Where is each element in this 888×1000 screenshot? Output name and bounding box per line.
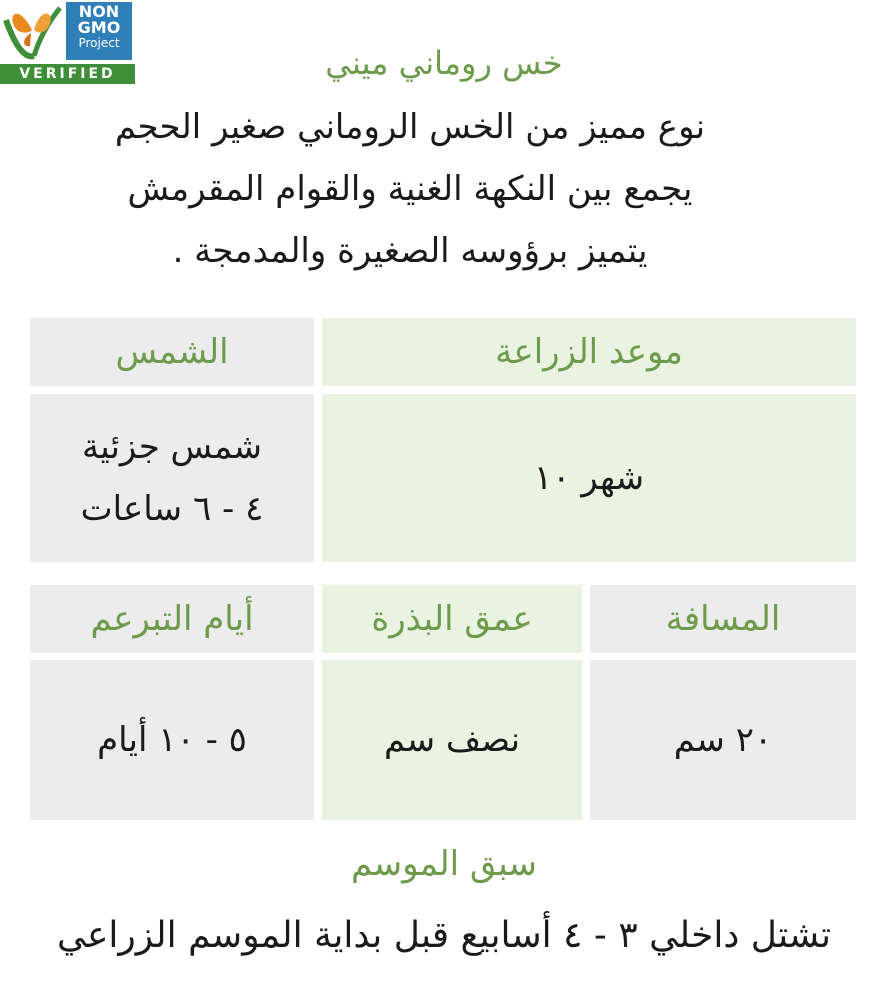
value-germination-days: ٥ - ١٠ أيام [30, 660, 314, 820]
value-planting-time: شهر ١٠ [322, 394, 856, 562]
value-seed-depth: نصف سم [322, 660, 582, 820]
value-sun [30, 394, 314, 562]
header-sun: الشمس [30, 318, 314, 386]
product-description [80, 96, 740, 282]
value-spacing: ٢٠ سم [590, 660, 856, 820]
description-line-2: يجمع بين النكهة الغنية والقوام المقرمش [127, 169, 693, 209]
sun-line-1: شمس جزئية [81, 427, 263, 467]
sun-line-2: ٤ - ٦ ساعات [80, 489, 264, 529]
season-title: سبق الموسم [350, 844, 538, 884]
header-germination-days: أيام التبرعم [30, 585, 314, 653]
badge-verified: VERIFIED [0, 64, 135, 84]
header-planting-time: موعد الزراعة [322, 318, 856, 386]
header-seed-depth: عمق البذرة [322, 585, 582, 653]
description-line-1: نوع مميز من الخس الروماني صغير الحجم [114, 107, 706, 147]
description-line-3: يتميز برؤوسه الصغيرة والمدمجة . [172, 231, 648, 271]
badge-non: NON [78, 2, 120, 21]
season-text: تشتل داخلي ٣ - ٤ أسابيع قبل بداية الموسم الزراعي [56, 915, 832, 956]
badge-project: Project [78, 36, 120, 50]
header-spacing: المسافة [590, 585, 856, 653]
product-title: خس روماني ميني [325, 44, 563, 82]
badge-gmo: GMO [77, 18, 121, 37]
